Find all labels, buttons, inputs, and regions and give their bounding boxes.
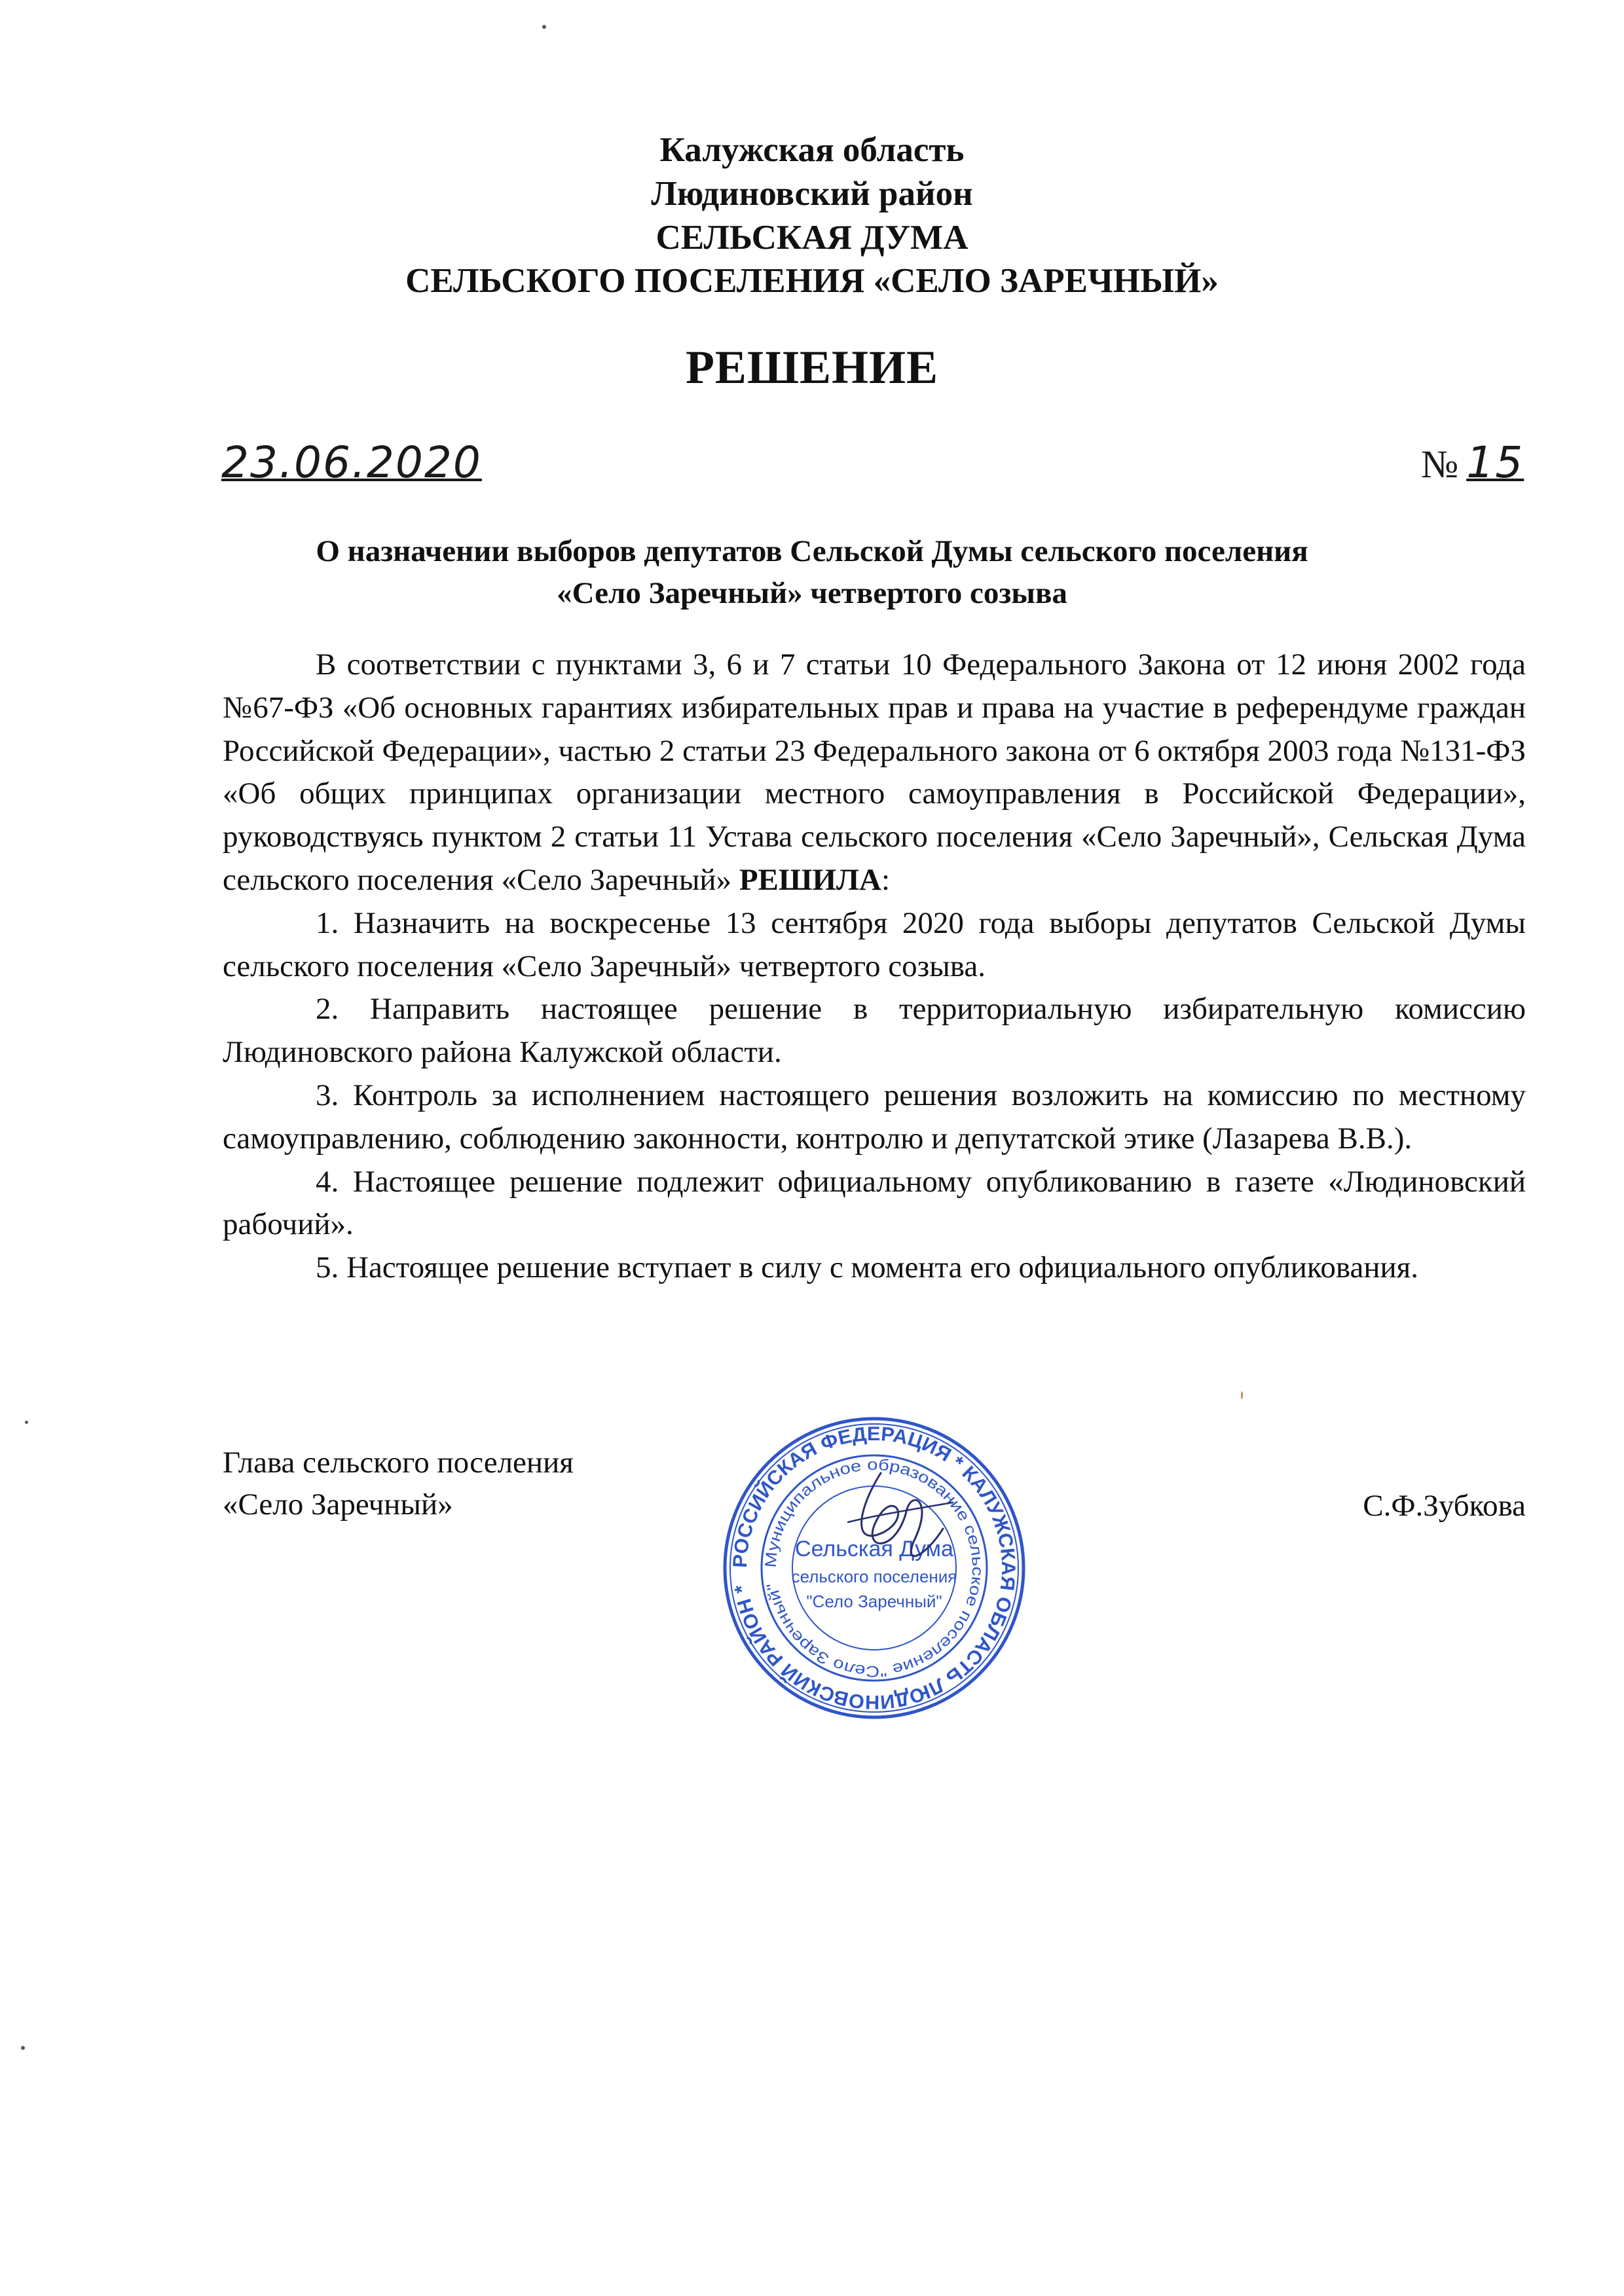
signatory-name: С.Ф.Зубкова	[1363, 1489, 1526, 1523]
subject-line-1: О назначении выборов депутатов Сельской Думы сельского поселения	[316, 534, 1308, 568]
scan-speck	[25, 1421, 28, 1424]
header-settlement: СЕЛЬСКОГО ПОСЕЛЕНИЯ «СЕЛО ЗАРЕЧНЫЙ»	[405, 262, 1219, 300]
number-sign: №	[1421, 443, 1459, 486]
seal-center-line-3: "Село Заречный"	[806, 1592, 942, 1611]
header-council: СЕЛЬСКАЯ ДУМА	[655, 219, 969, 257]
subject-line-2: «Село Заречный» четвертого созыва	[557, 576, 1067, 610]
signatory-position-line-1: Глава сельского поселения	[223, 1446, 574, 1480]
document-date: 23.06.2020	[221, 437, 482, 488]
seal-center-line-1: Сельская Дума	[795, 1537, 953, 1561]
signatory-position	[223, 1442, 574, 1525]
decision-item-1: 1. Назначить на воскресенье 13 сентября 2020 года выборы депутатов Сельской Думы сельского поселения «Село Заречный» четвертого созыва.	[223, 905, 1526, 983]
seal-inner-text: Муниципальное образование сельское поселение "Село Заречный"	[762, 1455, 987, 1681]
number-value: 15	[1466, 437, 1524, 488]
decision-colon: :	[881, 862, 891, 897]
scan-speck	[21, 2046, 25, 2050]
header-region: Калужская область	[659, 131, 965, 169]
decision-item-5: 5. Настоящее решение вступает в силу с момента его официального опубликования.	[316, 1250, 1418, 1285]
document-title: РЕШЕНИЕ	[685, 341, 939, 393]
document-subject	[0, 530, 1624, 614]
decision-item-3: 3. Контроль за исполнением настоящего решения возложить на комиссию по местному самоуправлению, соблюдению законности, контролю и депутатской этике (Лазарева В.В.).	[223, 1078, 1526, 1156]
scan-speck	[1241, 1391, 1243, 1399]
decision-item-4: 4. Настоящее решение подлежит официальному опубликованию в газете «Людиновский рабочий».	[223, 1164, 1526, 1242]
document-number	[1421, 437, 1525, 488]
preamble-text: В соответствии с пунктами 3, 6 и 7 статьи 10 Федерального Закона от 12 июня 2002 года №67-ФЗ «Об основных гарантиях избирательных прав и права на участие в референдуме граждан Российской Федерации», частью 2 статьи 23 Федерального закона от 6 октября 2003 года №131-ФЗ «Об общих принципах организации местного самоуправления в Российской Федерации», руководствуясь пунктом 2 статьи 11 Устава сельского поселения «Село Заречный», Сельская Дума сельского поселения «Село Заречный»	[223, 647, 1526, 897]
seal-outer-text: РОССИЙСКАЯ ФЕДЕРАЦИЯ * КАЛУЖСКАЯ ОБЛАСТЬ ЛЮДИНОВСКИЙ РАЙОН *	[729, 1423, 1020, 1713]
official-seal	[717, 1411, 1031, 1725]
decision-item-2: 2. Направить настоящее решение в территориальную избирательную комиссию Людиновского района Калужской области.	[223, 992, 1526, 1070]
document-body	[223, 644, 1526, 1290]
signatory-position-line-2: «Село Заречный»	[223, 1487, 453, 1522]
decision-word: РЕШИЛА	[739, 862, 882, 897]
scan-speck	[542, 25, 546, 29]
seal-center-line-2: сельского поселения	[791, 1567, 957, 1586]
preamble-paragraph	[223, 644, 1526, 902]
header-district: Людиновский район	[651, 175, 973, 213]
